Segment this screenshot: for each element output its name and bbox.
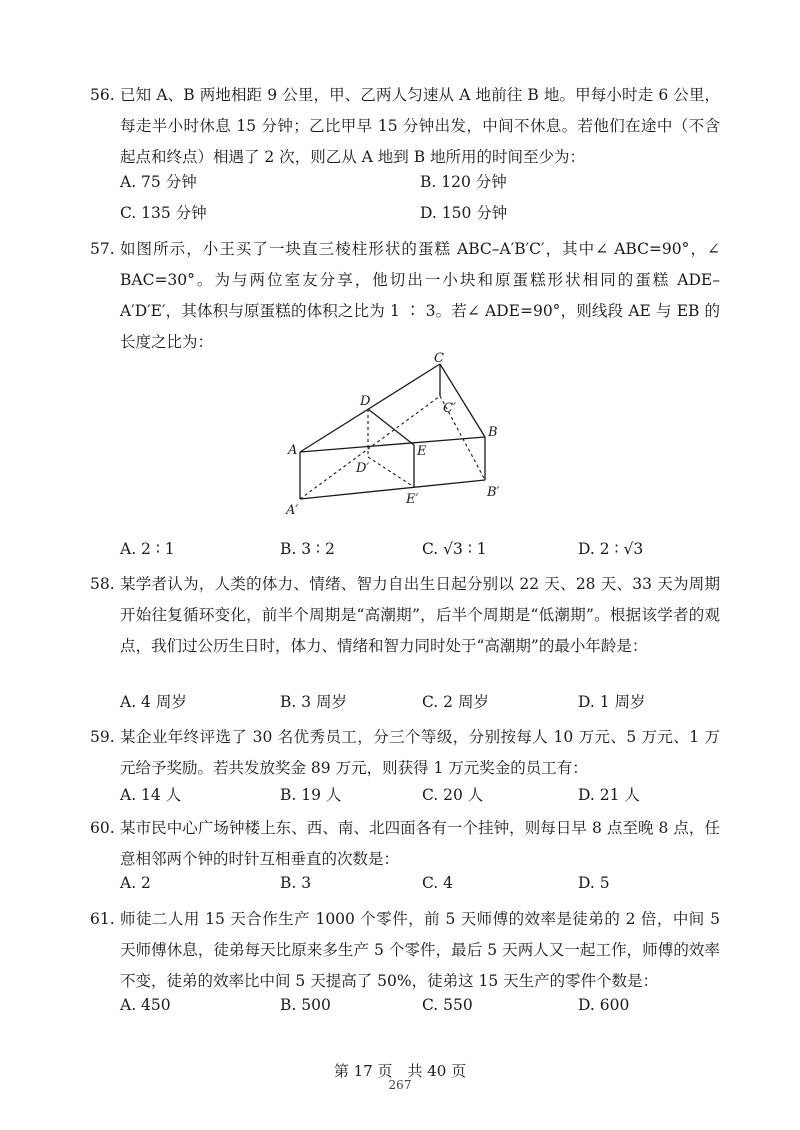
question-text: 某市民中心广场钟楼上东、西、南、北四面各有一个挂钟，则每日早 8 点至晚 8 点，任意相邻两个钟的时针互相垂直的次数是： <box>120 819 720 868</box>
label-a-prime: A′ <box>286 503 299 518</box>
question-60 <box>90 813 720 875</box>
label-e-prime: E′ <box>406 492 419 507</box>
question-text: 某企业年终评选了 30 名优秀员工，分三个等级，分别按每人 10 万元、5 万元、1 万元给予奖励。若共发放奖金 89 万元，则获得 1 万元奖金的员工有： <box>120 728 720 777</box>
question-number: 57. <box>90 240 115 258</box>
option-d: D. 5 <box>578 874 610 892</box>
label-c-prime: C′ <box>443 401 456 416</box>
option-d: D. 21 人 <box>578 786 640 804</box>
page-number: 267 <box>388 1078 412 1092</box>
prism-figure <box>280 352 520 522</box>
option-c: C. 4 <box>422 874 454 892</box>
option-d: D. 600 <box>578 996 630 1014</box>
option-c: C. 135 分钟 <box>120 204 207 222</box>
option-b: B. 3 <box>280 874 312 892</box>
question-58 <box>90 569 720 662</box>
option-d: D. 2 ∶ √3 <box>578 540 644 558</box>
option-b: B. 19 人 <box>280 786 342 804</box>
edge-ab-prime <box>300 480 485 499</box>
option-d: D. 1 周岁 <box>578 693 646 711</box>
option-a: A. 4 周岁 <box>120 693 187 711</box>
option-c: C. 2 周岁 <box>422 693 489 711</box>
option-b: B. 3 ∶ 2 <box>280 540 335 558</box>
question-61 <box>90 904 720 997</box>
question-56 <box>90 80 720 173</box>
question-number: 59. <box>90 728 115 746</box>
label-b: B <box>488 425 498 440</box>
edge-de <box>368 409 414 445</box>
option-c: C. 20 人 <box>422 786 484 804</box>
option-a: A. 2 ∶ 1 <box>120 540 175 558</box>
question-text: 某学者认为，人类的体力、情绪、智力自出生日起分别以 22 天、28 天、33 天为周期开始往复循环变化，前半个周期是“高潮期”，后半个周期是“低潮期”。根据该学者的观点，我们过公历生日时，体力、情绪和智力同时处于“高潮期”的最小年龄是： <box>120 575 720 655</box>
label-a: A <box>288 443 298 458</box>
option-a: A. 450 <box>120 996 171 1014</box>
question-text: 如图所示，小王买了一块直三棱柱形状的蛋糕 ABC–A′B′C′，其中∠ ABC=90°，∠ BAC=30°。为与两位室友分享，他切出一小块和原蛋糕形状相同的蛋糕 ADE–A′D′E′，其体积与原蛋糕的体积之比为 1 ∶ 3。若∠ ADE=90°，则线段 AE 与 EB 的长度之比为： <box>120 240 720 351</box>
label-c: C <box>434 352 444 366</box>
question-text: 已知 A、B 两地相距 9 公里，甲、乙两人匀速从 A 地前往 B 地。甲每小时走 6 公里，每走半小时休息 15 分钟；乙比甲早 15 分钟出发，中间不休息。若他们在途中（不含起点和终点）相遇了 2 次，则乙从 A 地到 B 地所用的时间至少为： <box>120 86 720 166</box>
option-b: B. 120 分钟 <box>420 173 507 191</box>
option-b: B. 500 <box>280 996 331 1014</box>
option-a: A. 75 分钟 <box>120 173 197 191</box>
question-number: 60. <box>90 819 115 837</box>
question-number: 61. <box>90 910 115 928</box>
option-c: C. 550 <box>422 996 473 1014</box>
edge-ab <box>300 437 485 452</box>
edge-de-prime <box>368 457 414 487</box>
label-d: D <box>360 394 371 409</box>
label-b-prime: B′ <box>487 485 500 500</box>
label-d-prime: D′ <box>356 461 370 476</box>
question-text: 师徒二人用 15 天合作生产 1000 个零件，前 5 天师傅的效率是徒弟的 2 倍，中间 5 天师傅休息，徒弟每天比原来多生产 5 个零件，最后 5 天两人又一起工作，师傅的效率不变，徒弟的效率比中间 5 天提高了 50%，徒弟这 15 天生产的零件个数是： <box>120 910 720 990</box>
label-e: E <box>417 444 427 459</box>
option-a: A. 2 <box>120 874 151 892</box>
question-57 <box>90 234 720 358</box>
question-59 <box>90 722 720 784</box>
question-number: 56. <box>90 86 115 104</box>
option-a: A. 14 人 <box>120 786 182 804</box>
option-b: B. 3 周岁 <box>280 693 348 711</box>
option-d: D. 150 分钟 <box>420 204 508 222</box>
option-c: C. √3 ∶ 1 <box>422 540 487 558</box>
page-label: 第 17 页 共 40 页 <box>333 1062 467 1080</box>
question-number: 58. <box>90 575 115 593</box>
